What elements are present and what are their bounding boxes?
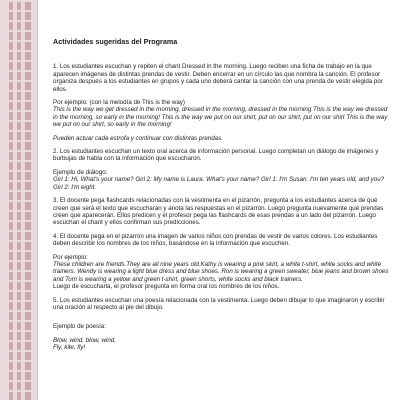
activity-1-example-lyrics: This is the way we get dressed in the morning, dressed in the morning, dressed in the morning This is the way we dressed in the morning, so early in the morning! This is the way we put on our shirt, put on our shirt, put on our shirt This is the way we put on our shirt, so early in the morning!: [53, 106, 388, 129]
activity-2: 2. Los estudiantes escuchan un texto oral acerca de información personal. Luego completan un diálogo de imágenes y burbujas de habla con la información que escucharon.: [53, 148, 379, 163]
activity-4-followup: Luego de escucharla, el profesor pregunta en forma oral los nombres de los niños.: [53, 283, 280, 291]
film-perforations: [9, 0, 31, 400]
page-title: Actividades sugeridas del Programa: [53, 37, 178, 46]
activity-1-example-label: Por ejemplo: (con la melodía de This is the way): [53, 99, 185, 107]
activity-5-example-label: Ejemplo de poesía:: [53, 323, 106, 331]
poem-line-2: Fly, kite, fly!: [53, 344, 86, 352]
poem-line-1: Blow, wind, blow, wind,: [53, 336, 116, 344]
activity-2-dialog: Girl 1: Hi, What's your name? Girl 2: My name is Laura. What's your name? Girl 1: I'm Susan. I'm ten years old, and you? Girl 2: I'm eight.: [53, 176, 385, 191]
activity-4-example-label: Por ejemplo:: [53, 253, 88, 261]
activity-3: 3. El docente pega flashcards relacionadas con la vestimenta en el pizarrón, pregunta a los estudiantes acerca de qué creen que será el texto que escucharán y anota las respuestas en el pizarrón. Luego pregunta nuevamente qué prendas creen que aparecerán. Ellos predicen y el profesor pega las flashcards de esas prendas a un lado del pizarrón. Luego escuchan el chant y ellos confirman sus predicciones.: [53, 197, 384, 227]
border-divider: [37, 0, 38, 400]
activity-5: 5. Los estudiantes escuchan una poesía relacionada con la vestimenta. Luego deben dibujar lo que imaginaron y escribir una oración al respecto al pie del dibujo.: [53, 296, 385, 311]
document-body: [53, 38, 390, 358]
activity-2-example-label: Ejemplo de diálogo:: [53, 168, 108, 176]
activity-4: 4. El docente pega en el pizarrón una imagen de varios niños con prendas de vestir de varios colores. Los estudiantes deben describir los nombres de los niños, basándose en la información que escuchen.: [53, 232, 378, 248]
activity-1-note: Pueden actuar cada estrofa y continuar con distintas prendas.: [53, 134, 223, 142]
activity-1: 1. Los estudiantes escuchan y repiten el chant Dressed in the morning. Luego reciben una ficha de trabajo en la que aparecen imágenes de distintas prendas de vestir. Deben encerrar en un círculo las que nombra la canción. El profesor organiza después a los estudiantes en grupos y cada uno deberá cantar la canción con una prenda de vestir elegida por ellos.: [53, 63, 383, 93]
activity-4-example-text: These children are friends.They are all nine years old.Kathy is wearing a pink skirt, a white t-shirt, white socks and white trainers. Wendy is wearing a light blue dress and blue shoes. Ron is wearing a green sweater, blue jeans and brown shoes and Tom is wearing a yellow and green t-shirt, green shorts, white socks and black trainers.: [53, 260, 389, 283]
film-strip-border: [0, 0, 38, 400]
